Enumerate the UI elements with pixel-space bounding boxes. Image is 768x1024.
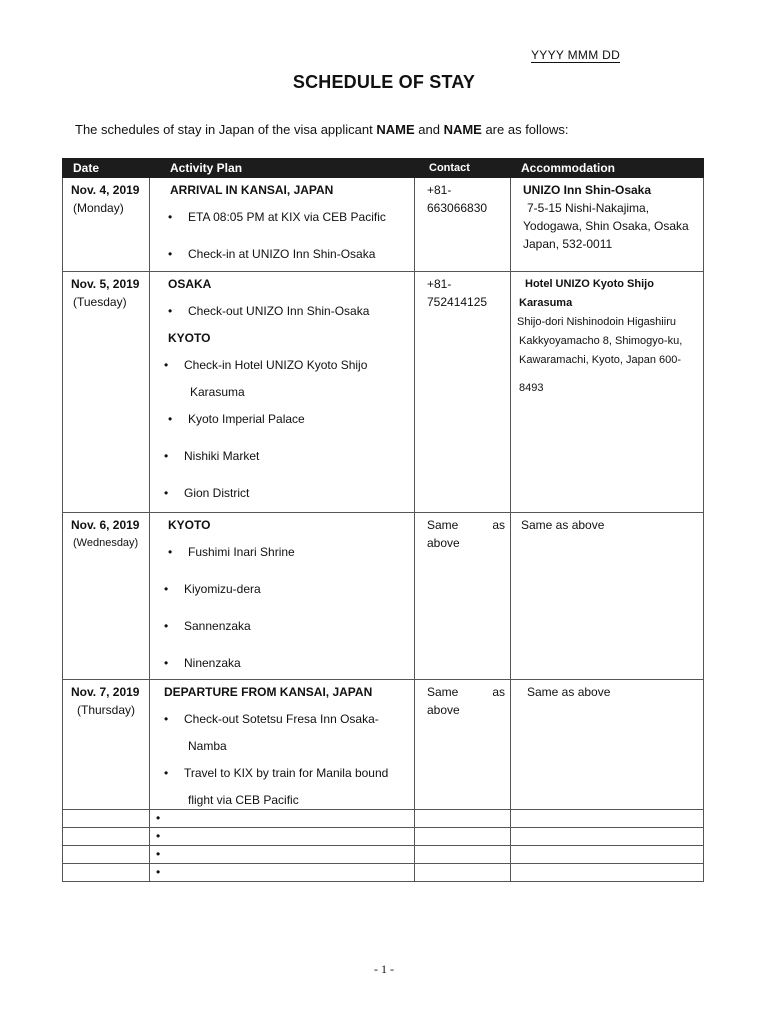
activity-item: • Sannenzaka xyxy=(156,617,408,635)
activity-item: • ETA 08:05 PM at KIX via CEB Pacific xyxy=(160,208,408,226)
row-date: Nov. 7, 2019 xyxy=(71,685,140,699)
contact-word: above xyxy=(427,536,460,550)
contact-line: 752414125 xyxy=(427,295,488,309)
accommodation-name-cont: Karasuma xyxy=(519,297,573,309)
accommodation-line: Shijo-dori Nishinodoin Higashiiru xyxy=(517,316,676,328)
empty-row xyxy=(63,846,704,864)
accommodation-name: Hotel UNIZO Kyoto Shijo xyxy=(525,278,654,290)
schedule-table xyxy=(62,158,704,882)
activity-item: • Check-in Hotel UNIZO Kyoto Shijo xyxy=(156,356,408,374)
empty-bullet: • xyxy=(156,811,161,825)
empty-bullet: • xyxy=(156,829,161,843)
activity-item: • Ninenzaka xyxy=(156,654,408,672)
activity-item: • Kiyomizu-dera xyxy=(156,580,408,598)
activity-item: • Fushimi Inari Shrine xyxy=(160,543,408,561)
row-day: (Thursday) xyxy=(77,703,136,717)
activity-item: • Check-in at UNIZO Inn Shin-Osaka xyxy=(160,245,408,263)
accommodation-name: UNIZO Inn Shin-Osaka xyxy=(523,183,652,197)
accommodation-line: Yodogawa, Shin Osaka, Osaka xyxy=(523,219,689,233)
activity-item-continued: Karasuma xyxy=(190,385,245,399)
empty-bullet: • xyxy=(156,847,161,861)
activity-heading: ARRIVAL IN KANSAI, JAPAN xyxy=(170,183,334,197)
accommodation-line: 8493 xyxy=(519,382,544,394)
row-day: (Tuesday) xyxy=(73,295,127,309)
row-day: (Monday) xyxy=(73,201,124,215)
activity-item-continued: Namba xyxy=(188,739,227,753)
empty-bullet: • xyxy=(156,865,161,879)
date-format-line: YYYY MMM DD xyxy=(531,48,621,62)
accommodation-line: 7-5-15 Nishi-Nakajima, xyxy=(527,201,650,215)
contact-word: as xyxy=(492,518,505,532)
row-date: Nov. 6, 2019 xyxy=(71,518,140,532)
contact-word: Same xyxy=(427,685,459,699)
activity-item: • Kyoto Imperial Palace xyxy=(160,410,408,428)
accommodation-line: Kakkyoyamacho 8, Shimogyo-ku, xyxy=(519,335,683,347)
activity-item: • Check-out Sotetsu Fresa Inn Osaka- xyxy=(156,710,408,728)
activity-heading: KYOTO xyxy=(168,518,211,532)
activity-item: • Check-out UNIZO Inn Shin-Osaka xyxy=(160,302,408,320)
table-row xyxy=(63,680,704,810)
table-header-row xyxy=(63,159,704,178)
header-date: Date xyxy=(63,159,150,178)
accommodation-line: Japan, 532-0011 xyxy=(523,237,613,251)
table-row xyxy=(63,513,704,680)
activity-heading: KYOTO xyxy=(168,331,211,345)
contact-line: +81- xyxy=(427,183,452,197)
empty-row xyxy=(63,864,704,882)
applicant-name-2: NAME xyxy=(443,122,482,137)
page-title: SCHEDULE OF STAY xyxy=(292,72,476,92)
activity-item: • Travel to KIX by train for Manila bound xyxy=(156,764,408,782)
activity-item: • Nishiki Market xyxy=(156,447,408,465)
intro-part2: and xyxy=(414,122,444,137)
contact-word: above xyxy=(427,703,460,717)
header-accommodation: Accommodation xyxy=(511,159,704,178)
accommodation-line: Same as above xyxy=(521,518,605,532)
activity-item: • Gion District xyxy=(156,484,408,502)
empty-row xyxy=(63,828,704,846)
row-day: (Wednesday) xyxy=(73,537,139,549)
activity-heading: OSAKA xyxy=(168,277,212,291)
contact-word: Same xyxy=(427,518,459,532)
intro-part1: The schedules of stay in Japan of the visa applicant xyxy=(75,122,377,137)
header-contact: Contact xyxy=(415,159,511,178)
table-row xyxy=(63,178,704,272)
table-row xyxy=(63,272,704,513)
contact-line: +81- xyxy=(427,277,452,291)
page-number: - 1 - xyxy=(374,962,394,976)
header-activity: Activity Plan xyxy=(150,159,415,178)
empty-row xyxy=(63,810,704,828)
contact-word: as xyxy=(492,685,505,699)
intro-text xyxy=(75,122,569,137)
accommodation-line: Same as above xyxy=(527,685,611,699)
activity-item-continued: flight via CEB Pacific xyxy=(188,793,299,807)
applicant-name-1: NAME xyxy=(376,122,415,137)
row-date: Nov. 5, 2019 xyxy=(71,277,140,291)
accommodation-line: Kawaramachi, Kyoto, Japan 600- xyxy=(519,354,682,366)
row-date: Nov. 4, 2019 xyxy=(71,183,140,197)
contact-line: 663066830 xyxy=(427,201,488,215)
intro-part3: are as follows: xyxy=(481,122,569,137)
activity-heading: DEPARTURE FROM KANSAI, JAPAN xyxy=(164,685,373,699)
